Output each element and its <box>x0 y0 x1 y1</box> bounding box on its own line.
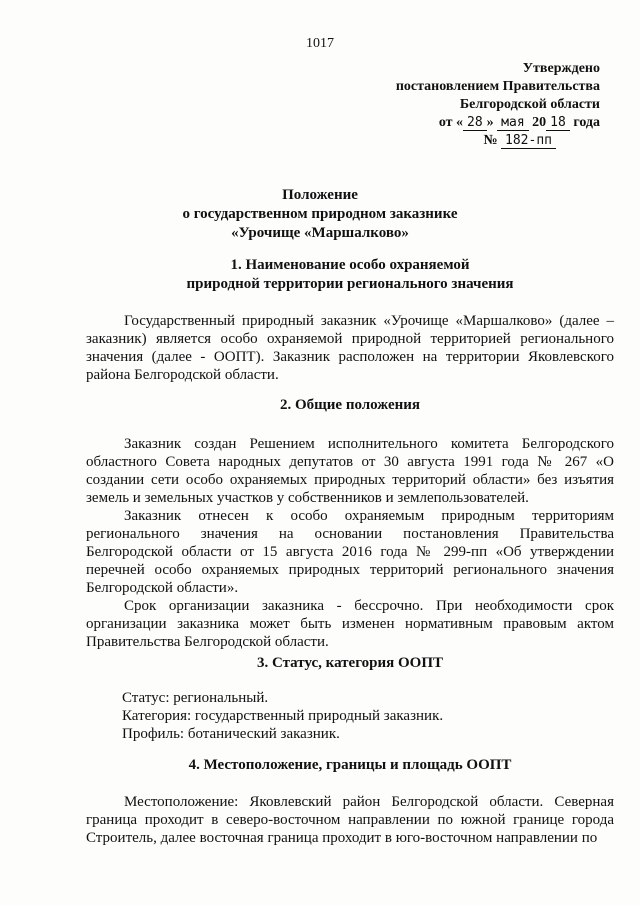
status-line: Статус: региональный. <box>122 690 269 706</box>
approval-date <box>360 114 600 132</box>
category-line: Категория: государственный природный заказник. <box>122 708 444 724</box>
approval-number <box>360 132 600 150</box>
date-month: мая <box>497 115 528 131</box>
approval-line-2: постановлением Правительства <box>395 79 600 94</box>
profile-line: Профиль: ботанический заказник. <box>122 726 340 742</box>
section-1 <box>86 256 614 384</box>
section-1-heading <box>86 256 614 294</box>
title-line-1: Положение <box>282 187 358 203</box>
section-4 <box>86 756 614 847</box>
date-prefix: от « <box>438 115 464 130</box>
date-year-prefix: 20 <box>532 115 547 130</box>
section-2-paragraph-3: Срок организации заказника - бессрочно. При необходимости срок организации заказника может быть изменен нормативным правовым актом Правительства Белгородской области. <box>86 598 614 650</box>
approval-line-3: Белгородской области <box>459 97 600 112</box>
section-2-heading: 2. Общие положения <box>279 397 421 413</box>
number-value: 182-пп <box>501 133 556 149</box>
section-3 <box>86 654 614 743</box>
date-mid: » <box>486 115 494 130</box>
section-1-paragraph: Государственный природный заказник «Урочище «Маршалково» (далее – заказник) является особо охраняемой природной территорией регионального значения (далее - ООПТ). Заказник расположен на территории Яковлевского района Белгородской области. <box>86 313 614 383</box>
section-3-heading: 3. Статус, категория ООПТ <box>256 655 443 671</box>
number-prefix: № <box>483 133 498 148</box>
section-4-heading: 4. Местоположение, границы и площадь ООПТ <box>188 757 512 773</box>
title-line-3: «Урочище «Маршалково» <box>231 225 409 241</box>
section-1-heading-line-2: природной территории регионального значения <box>186 276 514 292</box>
date-year-suffix: 18 <box>546 115 570 131</box>
approval-line-1: Утверждено <box>522 61 600 76</box>
document-title <box>0 186 640 243</box>
section-2-paragraph-1: Заказник создан Решением исполнительного комитета Белгородского областного Совета народных депутатов от 30 августа 1991 года № 267 «О создании сети особо охраняемых природных территорий области» без изъятия земель и земельных участков у собственников и землепользователей. <box>86 436 614 506</box>
date-year-word: года <box>573 115 600 130</box>
section-1-heading-line-1: 1. Наименование особо охраняемой <box>230 257 470 273</box>
approval-stamp <box>360 60 600 150</box>
page-number: 1017 <box>306 36 334 51</box>
title-line-2: о государственном природном заказнике <box>182 206 458 222</box>
section-2 <box>86 396 614 651</box>
date-day: 28 <box>463 115 487 131</box>
section-2-paragraph-2: Заказник отнесен к особо охраняемым природным территориям регионального значения на основании постановления Правительства Белгородской области от 15 августа 2016 года № 299-пп «Об утверждении перечней особо охраняемых природных территорий регионального значения Белгородской области». <box>86 508 614 596</box>
section-4-paragraph: Местоположение: Яковлевский район Белгородской области. Северная граница проходит в северо-восточном направлении по южной границе города Строитель, далее восточная граница проходит в юго-восточном направлении по <box>86 794 614 846</box>
